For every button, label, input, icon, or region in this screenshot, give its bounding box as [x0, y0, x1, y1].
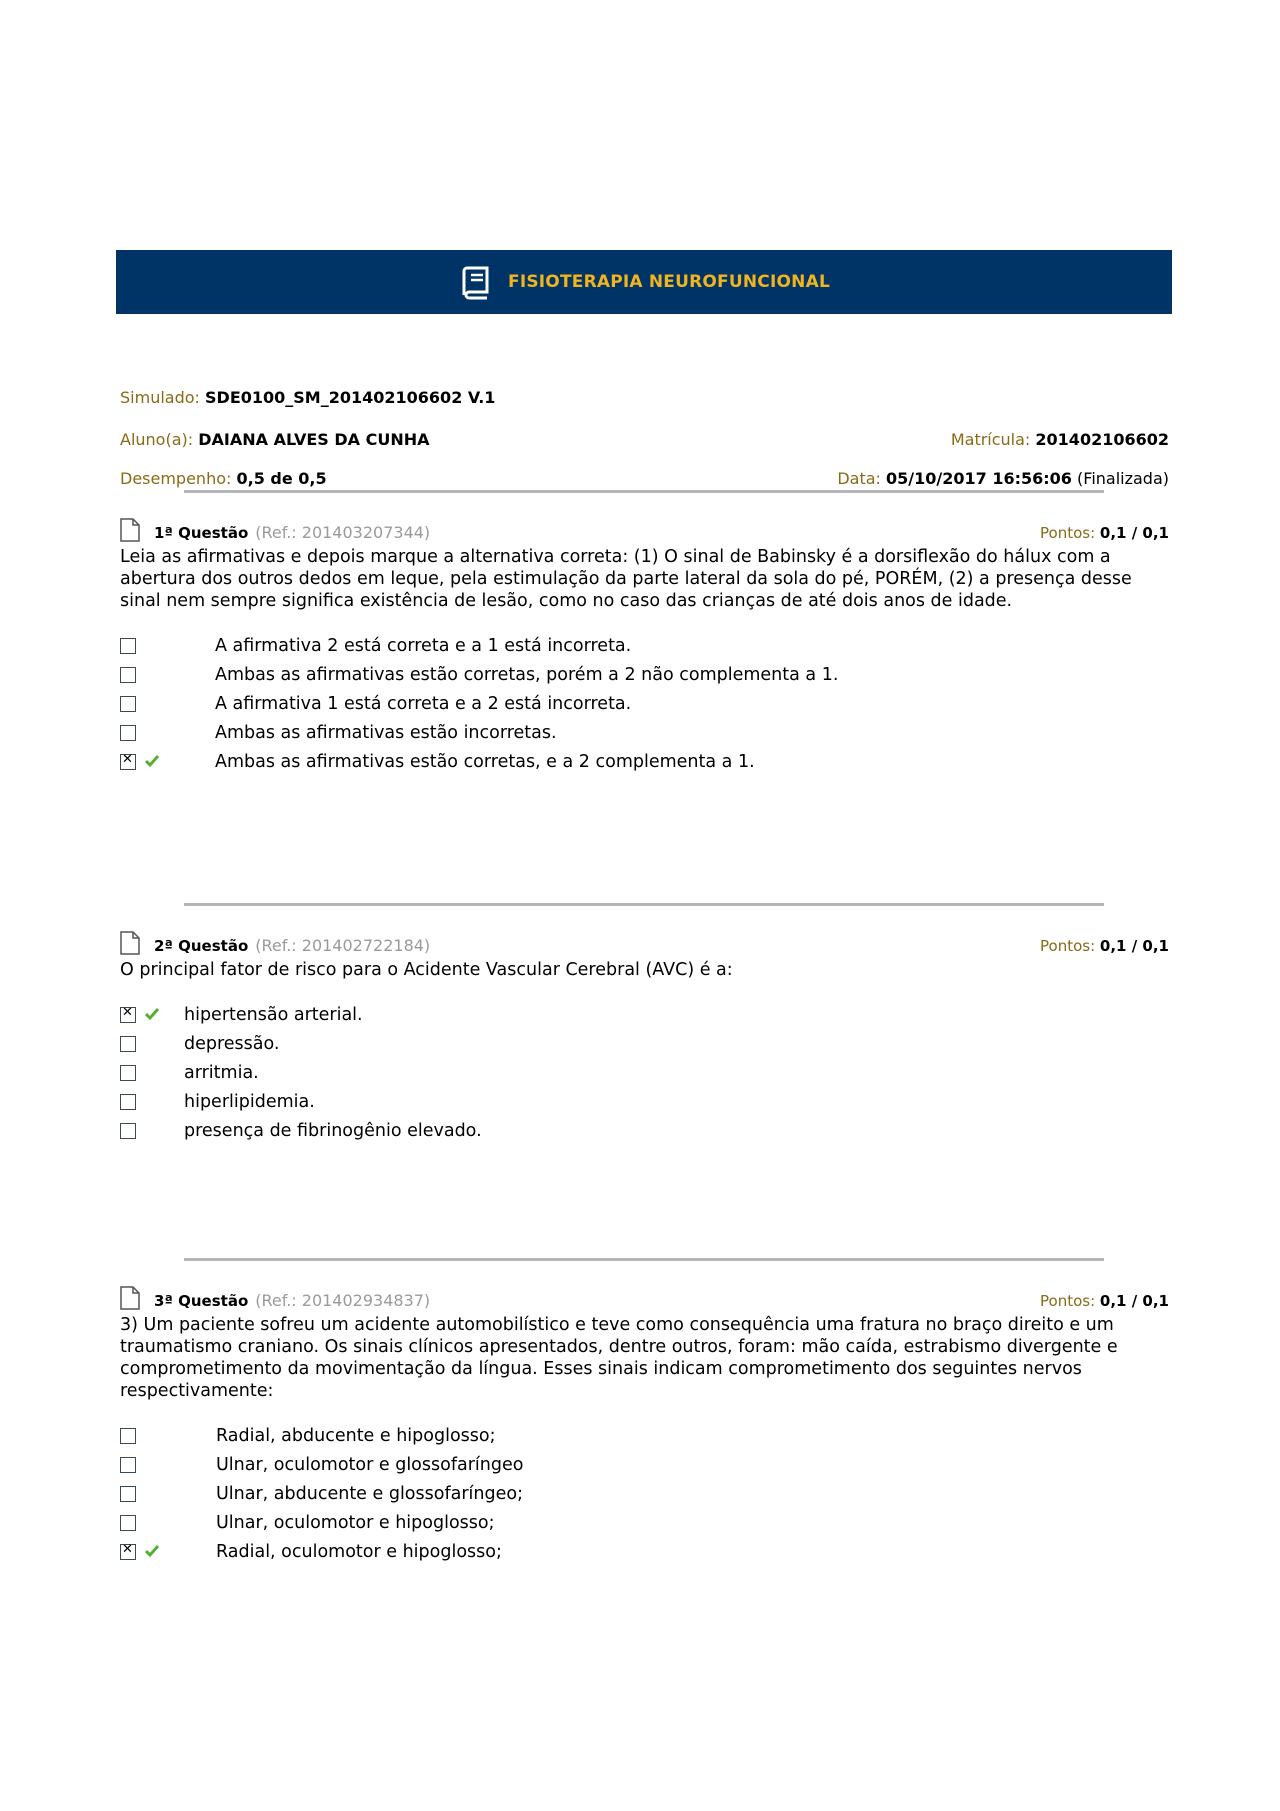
answer-checkbox[interactable]: [120, 638, 136, 654]
desempenho-label: Desempenho:: [120, 469, 232, 488]
answer-option[interactable]: [120, 1005, 1169, 1034]
option-text: hipertensão arterial.: [184, 1005, 363, 1025]
option-text: Radial, abducente e hipoglosso;: [216, 1426, 496, 1446]
document-icon: [120, 518, 140, 542]
question-3: [120, 1280, 1169, 1571]
data-value: 05/10/2017 16:56:06: [886, 469, 1072, 488]
option-text: presença de fibrinogênio elevado.: [184, 1121, 482, 1141]
answer-option[interactable]: [120, 1484, 1169, 1513]
document-icon: [120, 1286, 140, 1310]
option-text: Ulnar, oculomotor e hipoglosso;: [216, 1513, 495, 1533]
answer-checkbox[interactable]: [120, 725, 136, 741]
question-number: 1ª Questão: [154, 524, 249, 542]
points-value: 0,1 / 0,1: [1099, 524, 1169, 542]
answer-option[interactable]: [120, 1121, 1169, 1150]
answer-option[interactable]: [120, 1426, 1169, 1455]
answer-checkbox[interactable]: [120, 754, 136, 770]
option-text: Ulnar, oculomotor e glossofaríngeo: [216, 1455, 524, 1475]
answer-option[interactable]: [120, 665, 1169, 694]
answer-checkbox[interactable]: [120, 1428, 136, 1444]
question-ref: (Ref.: 201403207344): [255, 523, 431, 542]
points-label: Pontos:: [1040, 1292, 1096, 1310]
option-text: Ambas as afirmativas estão corretas, e a 2 complementa a 1.: [215, 752, 755, 772]
answer-checkbox[interactable]: [120, 1007, 136, 1023]
course-banner: [116, 250, 1172, 314]
option-text: A afirmativa 2 está correta e a 1 está incorreta.: [215, 636, 632, 656]
option-text: depressão.: [184, 1034, 280, 1054]
exam-info: [116, 314, 1172, 488]
question-1: [120, 512, 1169, 781]
answer-checkbox[interactable]: [120, 1515, 136, 1531]
option-text: hiperlipidemia.: [184, 1092, 315, 1112]
data-label: Data:: [837, 469, 881, 488]
option-text: Ambas as afirmativas estão incorretas.: [215, 723, 557, 743]
matricula-value: 201402106602: [1035, 430, 1169, 449]
answer-checkbox[interactable]: [120, 1036, 136, 1052]
answer-option[interactable]: [120, 1092, 1169, 1121]
points-label: Pontos:: [1040, 524, 1096, 542]
matricula-label: Matrícula:: [950, 430, 1031, 449]
answer-checkbox[interactable]: [120, 1094, 136, 1110]
desempenho-value: 0,5 de 0,5: [236, 469, 327, 488]
divider: [184, 490, 1104, 493]
answer-option[interactable]: [120, 1542, 1169, 1571]
checkmark-icon: [145, 1007, 159, 1021]
data-status: (Finalizada): [1077, 469, 1169, 488]
option-text: Radial, oculomotor e hipoglosso;: [216, 1542, 502, 1562]
question-number: 3ª Questão: [154, 1292, 249, 1310]
answer-checkbox[interactable]: [120, 696, 136, 712]
question-2: [120, 925, 1169, 1150]
answer-option[interactable]: [120, 1063, 1169, 1092]
question-text: Leia as afirmativas e depois marque a alternativa correta: (1) O sinal de Babinsky é a dorsiflexão do hálux com a abertura dos outros dedos em leque, pela estimulação da parte lateral da sola do pé, PORÉM, (2) a presença desse sinal nem sempre significa existência de lesão, como no caso das crianças de até dois anos de idade.: [120, 547, 1132, 611]
checkmark-icon: [145, 754, 159, 768]
points-value: 0,1 / 0,1: [1099, 937, 1169, 955]
simulado-value: SDE0100_SM_201402106602 V.1: [205, 388, 496, 407]
course-title: FISIOTERAPIA NEUROFUNCIONAL: [508, 272, 830, 292]
desempenho-row: [120, 469, 1169, 488]
answer-checkbox[interactable]: [120, 667, 136, 683]
points-value: 0,1 / 0,1: [1099, 1292, 1169, 1310]
answer-option[interactable]: [120, 752, 1169, 781]
document-icon: [120, 931, 140, 955]
answer-checkbox[interactable]: [120, 1486, 136, 1502]
answer-option[interactable]: [120, 636, 1169, 665]
book-icon: [458, 264, 494, 300]
answer-option[interactable]: [120, 723, 1169, 752]
divider: [184, 1258, 1104, 1261]
aluno-label: Aluno(a):: [120, 430, 194, 449]
option-list: [120, 636, 1169, 781]
question-ref: (Ref.: 201402934837): [255, 1291, 431, 1310]
question-ref: (Ref.: 201402722184): [255, 936, 431, 955]
question-text: 3) Um paciente sofreu um acidente automobilístico e teve como consequência uma fratura no braço direito e um traumatismo craniano. Os sinais clínicos apresentados, dentre outros, foram: mão caída, estrabismo divergente e comprometimento da movimentação da língua. Esses sinais indicam comprometimento dos seguintes nervos respectivamente:: [120, 1315, 1118, 1401]
checkmark-icon: [145, 1544, 159, 1558]
simulado-row: [120, 388, 1169, 407]
aluno-row: [120, 430, 1169, 449]
divider: [184, 903, 1104, 906]
aluno-value: DAIANA ALVES DA CUNHA: [198, 430, 430, 449]
page: [116, 250, 1172, 1562]
simulado-label: Simulado:: [120, 388, 200, 407]
option-list: [120, 1426, 1169, 1571]
answer-checkbox[interactable]: [120, 1457, 136, 1473]
question-text: O principal fator de risco para o Acidente Vascular Cerebral (AVC) é a:: [120, 960, 733, 980]
answer-checkbox[interactable]: [120, 1123, 136, 1139]
answer-option[interactable]: [120, 1513, 1169, 1542]
answer-option[interactable]: [120, 694, 1169, 723]
question-number: 2ª Questão: [154, 937, 249, 955]
option-text: Ulnar, abducente e glossofaríngeo;: [216, 1484, 523, 1504]
option-list: [120, 1005, 1169, 1150]
answer-checkbox[interactable]: [120, 1544, 136, 1560]
answer-option[interactable]: [120, 1034, 1169, 1063]
points-label: Pontos:: [1040, 937, 1096, 955]
option-text: arritmia.: [184, 1063, 259, 1083]
option-text: A afirmativa 1 está correta e a 2 está incorreta.: [215, 694, 632, 714]
answer-checkbox[interactable]: [120, 1065, 136, 1081]
option-text: Ambas as afirmativas estão corretas, porém a 2 não complementa a 1.: [215, 665, 839, 685]
answer-option[interactable]: [120, 1455, 1169, 1484]
